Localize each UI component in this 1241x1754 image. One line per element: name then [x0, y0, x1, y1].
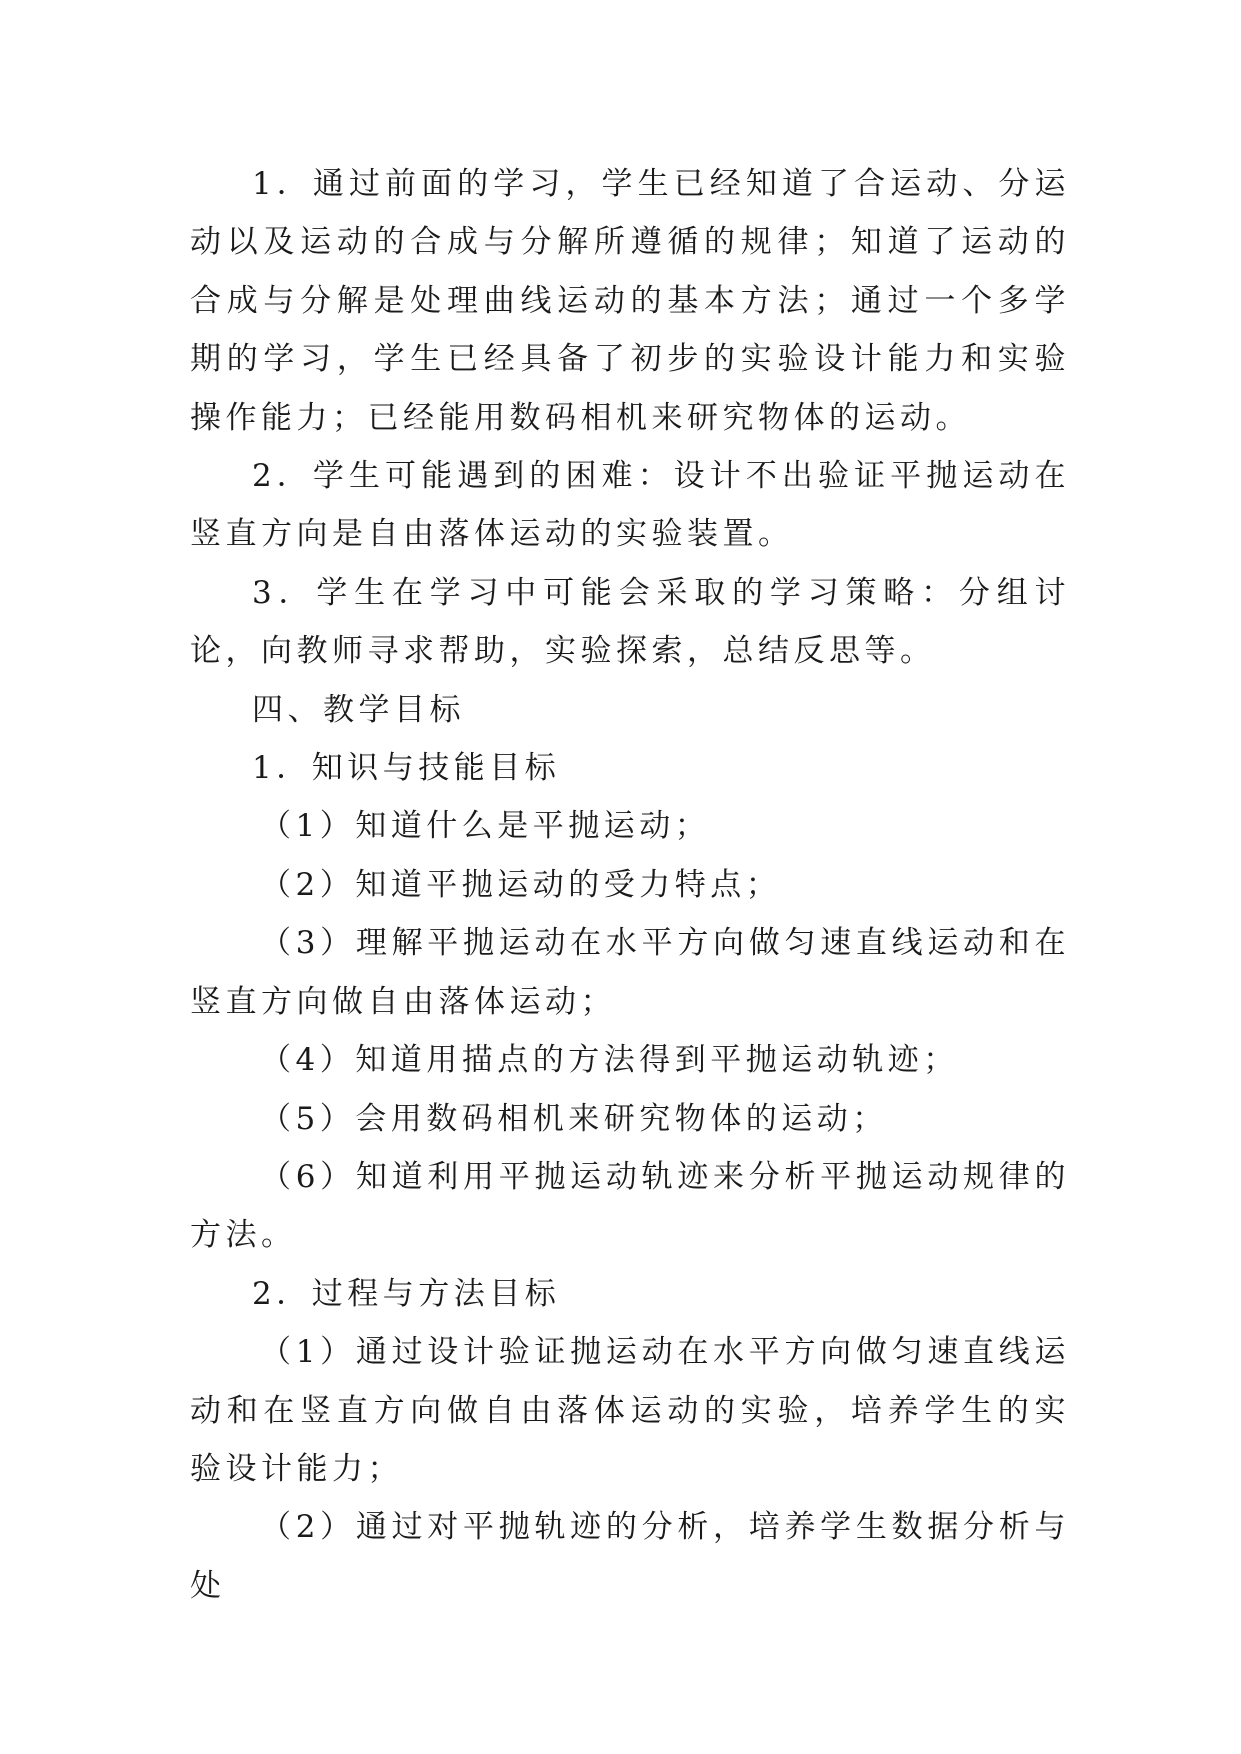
list-item-knowledge-5: （5）会用数码相机来研究物体的运动； [260, 1100, 888, 1137]
list-item-knowledge-2: （2）知道平抛运动的受力特点； [260, 866, 782, 903]
document-body [190, 155, 1070, 1615]
subheading-knowledge-skills: 1．知识与技能目标 [252, 750, 561, 787]
list-item-process-2: （2）通过对平抛轨迹的分析，培养学生数据分析与处 [190, 1509, 1070, 1604]
list-item-knowledge-6: （6）知道利用平抛运动轨迹来分析平抛运动规律的方法。 [190, 1158, 1070, 1254]
list-item-knowledge-4: （4）知道用描点的方法得到平抛运动轨迹； [260, 1042, 959, 1079]
paragraph-learner-analysis-3: 3．学生在学习中可能会采取的学习策略：分组讨论，向教师寻求帮助，实验探索，总结反思等。 [190, 574, 1070, 670]
subheading-process-methods: 2．过程与方法目标 [252, 1275, 561, 1312]
list-item-knowledge-3: （3）理解平抛运动在水平方向做匀速直线运动和在竖直方向做自由落体运动； [190, 925, 1070, 1020]
paragraph-learner-analysis-2: 2．学生可能遇到的困难：设计不出验证平抛运动在竖直方向是自由落体运动的实验装置。 [190, 458, 1070, 553]
paragraph-learner-analysis-1: 1．通过前面的学习，学生已经知道了合运动、分运动以及运动的合成与分解所遵循的规律；知道了运动的合成与分解是处理曲线运动的基本方法；通过一个多学期的学习，学生已经具备了初步的实验设计能力和实验操作能力；已经能用数码相机来研究物体的运动。 [190, 166, 1070, 436]
list-item-knowledge-1: （1）知道什么是平抛运动； [260, 808, 711, 845]
list-item-process-1: （1）通过设计验证抛运动在水平方向做匀速直线运动和在竖直方向做自由落体运动的实验，培养学生的实验设计能力； [190, 1334, 1070, 1487]
section-heading-teaching-goals: 四、教学目标 [252, 691, 465, 728]
